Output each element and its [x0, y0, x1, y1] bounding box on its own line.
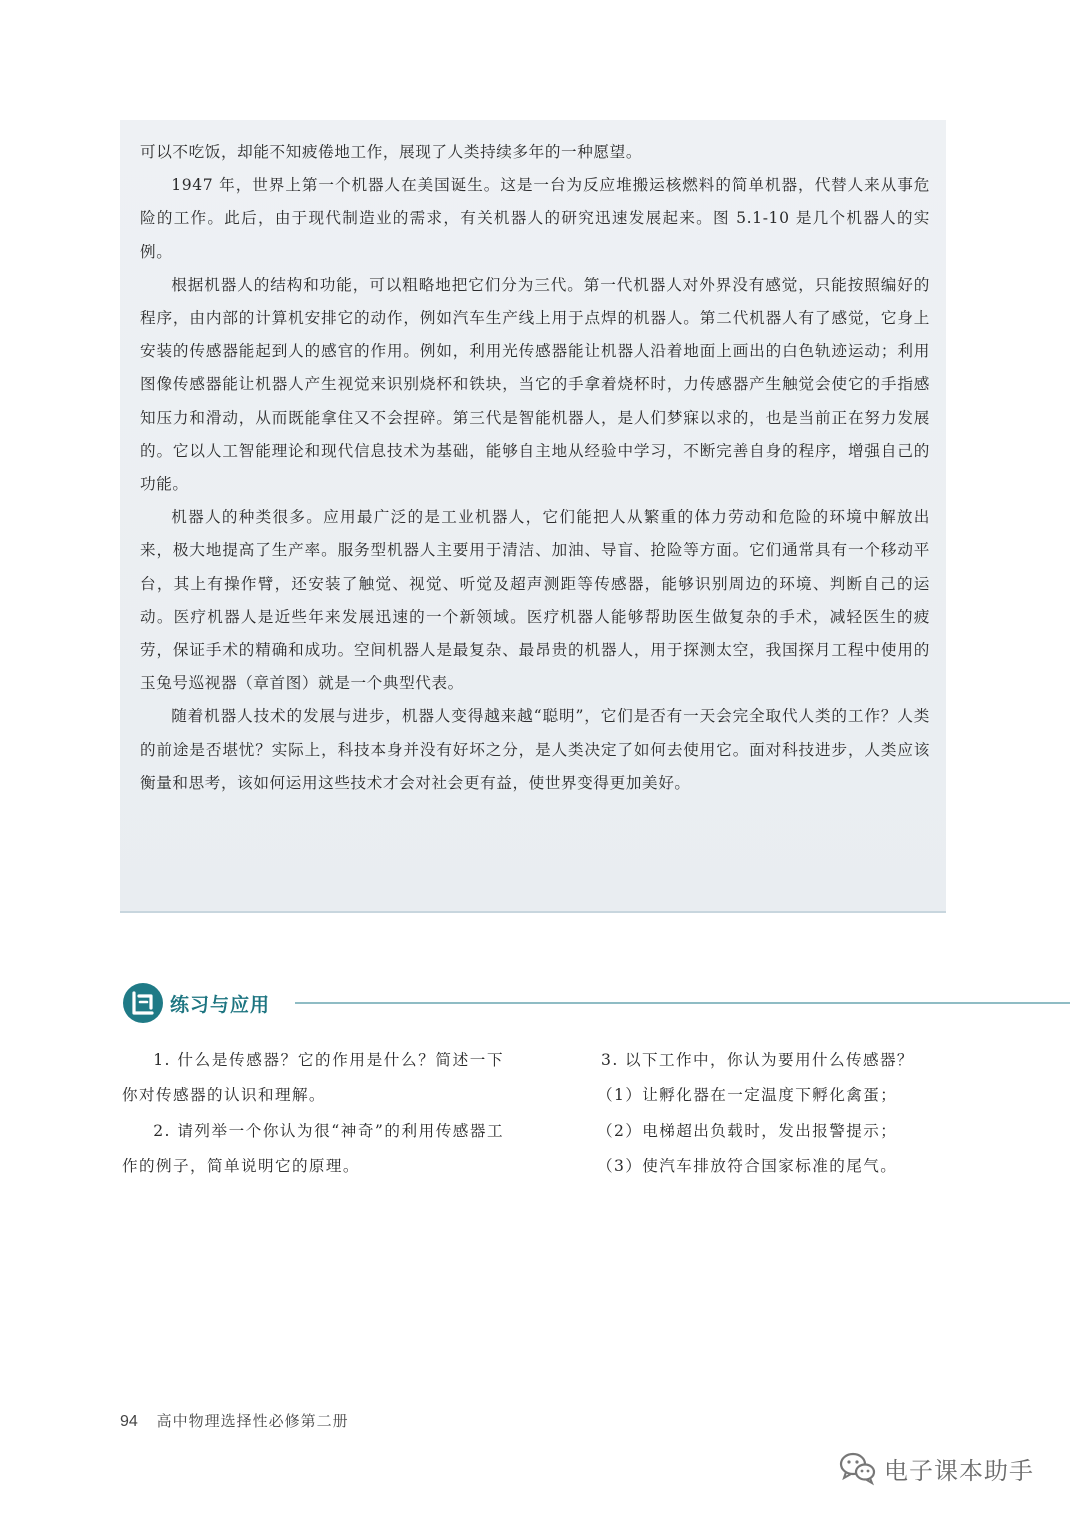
section-title: 练习与应用: [170, 994, 271, 1016]
reading-paragraph: 随着机器人技术的发展与进步，机器人变得越来越“聪明”，它们是否有一天会完全取代人类的工作？人类的前途是否堪忧？实际上，科技本身并没有好坏之分，是人类决定了如何去使用它。面对科技进步，人类应该衡量和思考，该如何运用这些技术才会对社会更有益，使世界变得更加美好。: [140, 707, 930, 792]
watermark-text: 电子课本助手: [884, 1456, 1034, 1485]
exercise-question-3: 3. 以下工作中，你认为要用什么传感器？: [601, 1051, 914, 1069]
reading-paragraph: 1947 年，世界上第一个机器人在美国诞生。这是一台为反应堆搬运核燃料的简单机器，代替人来从事危险的工作。此后，由于现代制造业的需求，有关机器人的研究迅速发展起来。图 5.1-10 是几个机器人的实例。: [140, 176, 930, 261]
exercise-question-1: 1. 什么是传感器？它的作用是什么？简述一下你对传感器的认识和理解。: [122, 1051, 504, 1105]
exercise-question-3-item: （3）使汽车排放符合国家标准的尾气。: [597, 1156, 898, 1175]
exercise-section-icon: [123, 983, 163, 1023]
reading-paragraph: 根据机器人的结构和功能，可以粗略地把它们分为三代。第一代机器人对外界没有感觉，只能按照编好的程序，由内部的计算机安排它的动作，例如汽车生产线上用于点焊的机器人。第二代机器人有了感觉，它身上安装的传感器能起到人的感官的作用。例如，利用光传感器能让机器人沿着地面上画出的白色轨迹运动；利用图像传感器能让机器人产生视觉来识别烧杯和铁块，当它的手拿着烧杯时，力传感器产生触觉会使它的手指感知压力和滑动，从而既能拿住又不会捏碎。第三代是智能机器人，是人们梦寐以求的，也是当前正在努力发展的。它以人工智能理论和现代信息技术为基础，能够自主地从经验中学习，不断完善自身的程序，增强自己的功能。: [140, 275, 930, 494]
reading-text: [140, 136, 930, 800]
exercise-question-2: 2. 请列举一个你认为很“神奇”的利用传感器工作的例子，简单说明它的原理。: [122, 1121, 504, 1175]
exercises-left-column: [122, 1043, 504, 1184]
section-rule: [295, 1002, 1070, 1004]
exercise-question-3-item: （2）电梯超出负载时，发出报警提示；: [597, 1121, 898, 1140]
wechat-icon: [838, 1450, 878, 1486]
reading-paragraph: 机器人的种类很多。应用最广泛的是工业机器人，它们能把人从繁重的体力劳动和危险的环境中解放出来，极大地提高了生产率。服务型机器人主要用于清洁、加油、导盲、抢险等方面。它们通常具有一个移动平台，其上有操作臂，还安装了触觉、视觉、听觉及超声测距等传感器，能够识别周边的环境、判断自己的运动。医疗机器人是近些年来发展迅速的一个新领域。医疗机器人能够帮助医生做复杂的手术，减轻医生的疲劳，保证手术的精确和成功。空间机器人是最复杂、最昂贵的机器人，用于探测太空，我国探月工程中使用的玉兔号巡视器（章首图）就是一个典型代表。: [140, 508, 930, 693]
reading-paragraph: 可以不吃饭，却能不知疲倦地工作，展现了人类持续多年的一种愿望。: [140, 143, 643, 161]
page-number: 94: [120, 1413, 138, 1430]
watermark: [838, 1448, 1034, 1488]
exercises-right-column: [597, 1043, 957, 1184]
reading-box-divider: [120, 911, 946, 913]
section-header: [120, 983, 1070, 1025]
exercise-question-3-item: （1）让孵化器在一定温度下孵化禽蛋；: [597, 1086, 898, 1105]
page-footer: [120, 1410, 349, 1431]
book-title: 高中物理选择性必修第二册: [156, 1412, 349, 1430]
